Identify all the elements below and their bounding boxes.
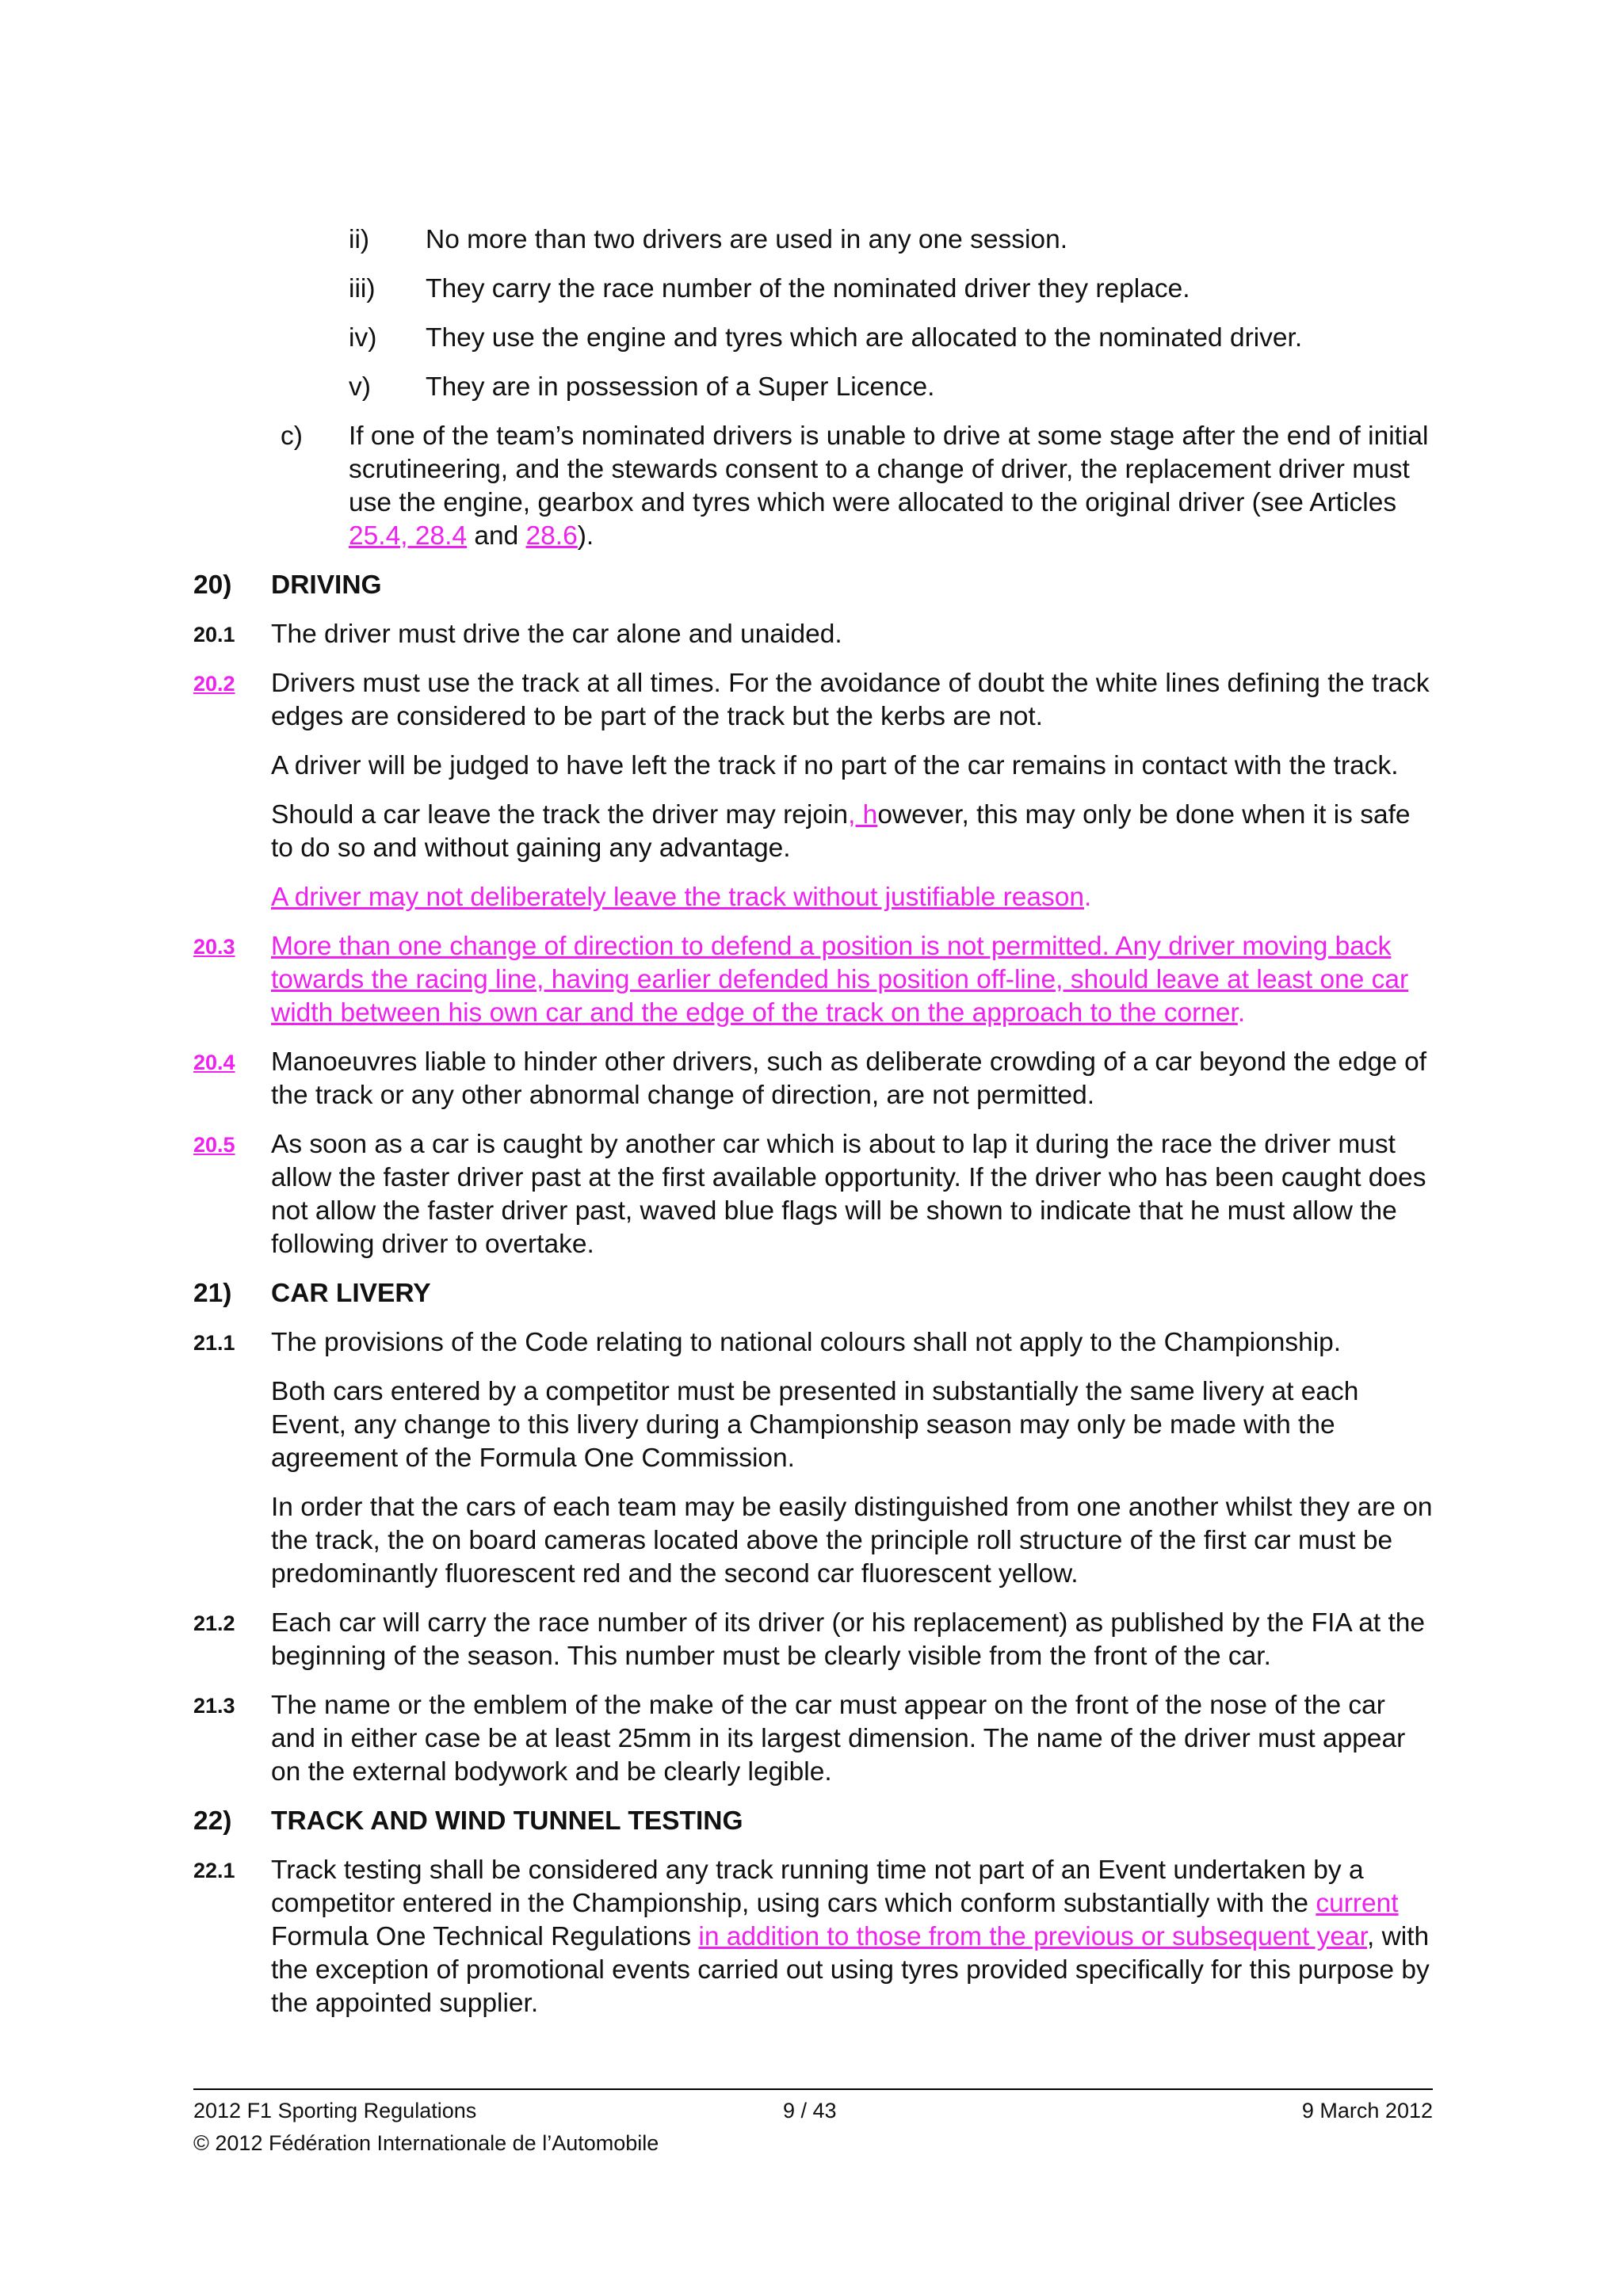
list-item bbox=[0, 371, 1623, 404]
footer-divider bbox=[193, 2088, 1433, 2090]
footer-copyright: © 2012 Fédération Internationale de l’Automobile bbox=[193, 2131, 659, 2155]
article bbox=[0, 1607, 1623, 1673]
article-text: Manoeuvres liable to hinder other drivers, such as deliberate crowding of a car beyond the edge of the track or any other abnormal change of direction, are not permitted. bbox=[271, 1047, 1427, 1110]
list-item bbox=[0, 273, 1623, 306]
article bbox=[0, 618, 1623, 651]
section-title: DRIVING bbox=[271, 570, 382, 600]
list-text: They use the engine and tyres which are allocated to the nominated driver. bbox=[426, 323, 1303, 353]
paragraph-text: In order that the cars of each team may be easily distinguished from one another whilst they are on the track, the on board cameras located above the principle roll structure of the first car must be predominantly fluorescent red and the second car fluorescent yellow. bbox=[271, 1493, 1433, 1589]
section-title: TRACK AND WIND TUNNEL TESTING bbox=[271, 1806, 743, 1836]
section-number: 22) bbox=[193, 1806, 232, 1836]
article-paragraph bbox=[0, 1491, 1623, 1591]
section-heading bbox=[0, 1805, 1623, 1838]
article-number: 22.1 bbox=[193, 1859, 235, 1882]
article-text: More than one change of direction to defend a position is not permitted. Any driver moving back towards the racing line, having earlier defended his position off-line, should leave at least one car width between his own car and the edge of the track on the approach to the corner. bbox=[271, 932, 1409, 1028]
article-text: Track testing shall be considered any track running time not part of an Event undertaken by a competitor entered in the Championship, using cars which conform substantially with the current Formula One Technical Regulations in addition to those from the previous or subsequent year, with the exception of promotional events carried out using tyres provided specifically for this purpose by the appointed supplier. bbox=[271, 1855, 1430, 2018]
list-text: They are in possession of a Super Licence. bbox=[426, 372, 935, 402]
inserted-text: in addition to those from the previous or subsequent year bbox=[698, 1922, 1367, 1951]
article-number: 20.1 bbox=[193, 623, 235, 646]
section-number: 21) bbox=[193, 1279, 232, 1308]
article bbox=[0, 1128, 1623, 1261]
list-marker: iv) bbox=[349, 323, 377, 353]
article-paragraph bbox=[0, 881, 1623, 914]
section-heading bbox=[0, 569, 1623, 602]
article-link[interactable]: 28.6 bbox=[525, 521, 578, 551]
section-number: 20) bbox=[193, 570, 232, 600]
article-number: 21.1 bbox=[193, 1331, 235, 1355]
inserted-text: More than one change of direction to defend a position is not permitted. Any driver moving back towards the racing line, having earlier defended his position off-line, should leave at least one car width between his own car and the edge of the track on the approach to the corner bbox=[271, 932, 1409, 1028]
paragraph-text: Should a car leave the track the driver may rejoin, however, this may only be done when it is safe to do so and without gaining any advantage. bbox=[271, 800, 1411, 863]
list-marker: v) bbox=[349, 372, 371, 402]
paragraph-text: A driver may not deliberately leave the track without justifiable reason. bbox=[271, 883, 1092, 912]
article-paragraph bbox=[0, 799, 1623, 865]
article-number: 21.2 bbox=[193, 1611, 235, 1635]
footer-title: 2012 F1 Sporting Regulations bbox=[193, 2099, 477, 2122]
article-number: 21.3 bbox=[193, 1694, 235, 1718]
article-link[interactable]: 25.4, 28.4 bbox=[349, 521, 468, 551]
page-number: 9 / 43 bbox=[783, 2099, 837, 2122]
article bbox=[0, 667, 1623, 734]
list-item bbox=[0, 322, 1623, 355]
paragraph-text: Both cars entered by a competitor must be presented in substantially the same livery at each Event, any change to this livery during a Championship season may only be made with the agreement of the Formula One Commission. bbox=[271, 1377, 1359, 1473]
article bbox=[0, 930, 1623, 1030]
article bbox=[0, 1854, 1623, 2020]
article-number: 20.5 bbox=[193, 1133, 235, 1157]
inserted-text: A driver may not deliberately leave the track without justifiable reason bbox=[271, 883, 1085, 912]
article-paragraph bbox=[0, 749, 1623, 783]
page-content bbox=[0, 223, 1623, 2036]
paragraph-text: A driver will be judged to have left the track if no part of the car remains in contact with the track. bbox=[271, 751, 1399, 780]
article-text: The driver must drive the car alone and unaided. bbox=[271, 620, 842, 649]
article-text: Drivers must use the track at all times. For the avoidance of doubt the white lines defining the track edges are considered to be part of the track but the kerbs are not. bbox=[271, 669, 1430, 731]
list-text: They carry the race number of the nominated driver they replace. bbox=[426, 274, 1190, 303]
list-marker: iii) bbox=[349, 274, 376, 303]
article-number: 20.2 bbox=[193, 672, 235, 696]
article-text: The provisions of the Code relating to national colours shall not apply to the Championship. bbox=[271, 1328, 1342, 1357]
inserted-text: current bbox=[1316, 1889, 1399, 1918]
article-text: The name or the emblem of the make of the car must appear on the front of the nose of the car and in either case be at least 25mm in its largest dimension. The name of the driver must appear on the external bodywork and be clearly legible. bbox=[271, 1691, 1406, 1787]
article bbox=[0, 1689, 1623, 1789]
article-number: 20.3 bbox=[193, 935, 235, 959]
article bbox=[0, 1326, 1623, 1360]
list-item bbox=[0, 223, 1623, 257]
footer-date: 9 March 2012 bbox=[1301, 2099, 1433, 2122]
article-paragraph bbox=[0, 1375, 1623, 1475]
section-title: CAR LIVERY bbox=[271, 1279, 431, 1308]
list-marker: ii) bbox=[349, 225, 370, 254]
list-text: No more than two drivers are used in any one session. bbox=[426, 225, 1068, 254]
article-text: As soon as a car is caught by another car which is about to lap it during the race the driver must allow the faster driver past at the first available opportunity. If the driver who has been caught does not allow the faster driver past, waved blue flags will be shown to indicate that he must allow the following driver to overtake. bbox=[271, 1130, 1426, 1259]
article-number: 20.4 bbox=[193, 1051, 235, 1074]
article-text: Each car will carry the race number of its driver (or his replacement) as published by the FIA at the beginning of the season. This number must be clearly visible from the front of the car. bbox=[271, 1608, 1426, 1671]
paragraph-text: If one of the team’s nominated drivers is unable to drive at some stage after the end of initial scrutineering, and the stewards consent to a change of driver, the replacement driver must use the engine, gearbox and tyres which were allocated to the original driver (see Articles 25.4, 28.4 and 28.6). bbox=[349, 421, 1429, 551]
inserted-text: , h bbox=[848, 800, 878, 830]
section-heading bbox=[0, 1277, 1623, 1310]
list-item-c bbox=[0, 420, 1623, 553]
list-marker: c) bbox=[281, 421, 303, 451]
article bbox=[0, 1046, 1623, 1112]
